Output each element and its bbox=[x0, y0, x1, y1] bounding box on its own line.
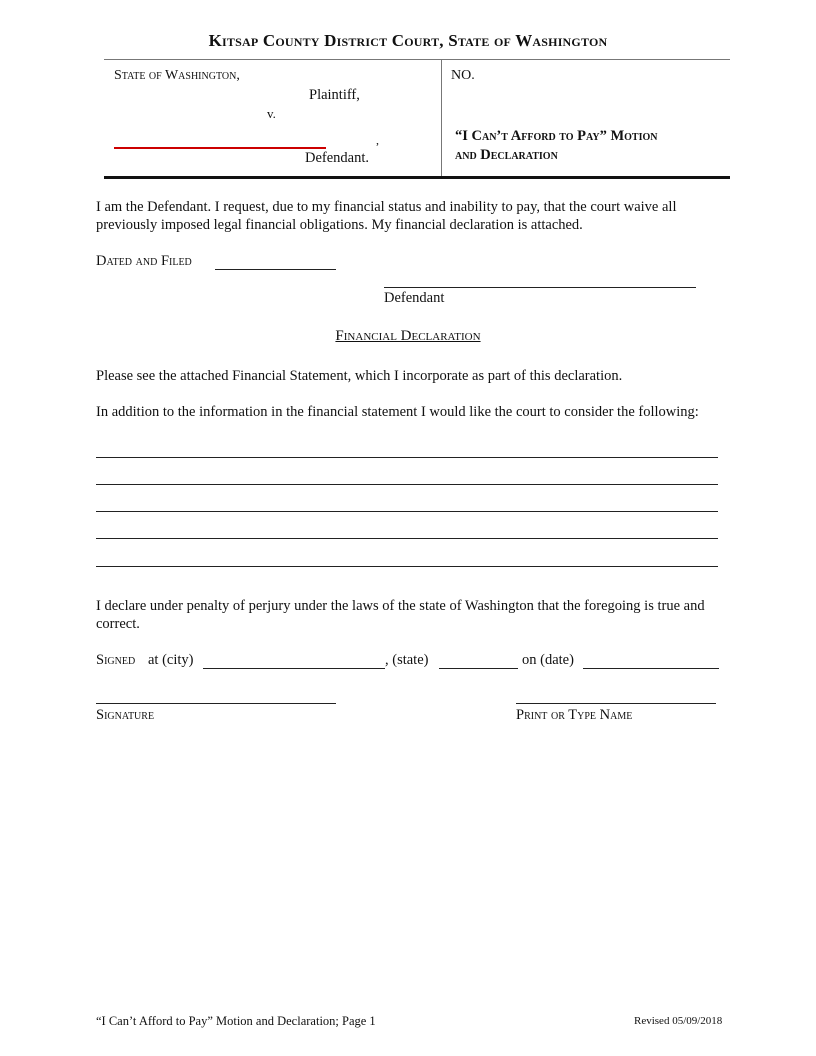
caption-divider bbox=[441, 59, 442, 177]
footer-revised: Revised 05/09/2018 bbox=[634, 1015, 723, 1027]
signed-label: Signed bbox=[96, 652, 136, 668]
court-title: Kitsap County District Court, State of Washington bbox=[208, 31, 608, 50]
state-label: , (state) bbox=[385, 652, 429, 668]
caption-bottom-rule bbox=[104, 176, 730, 179]
print-name-label: Print or Type Name bbox=[516, 707, 633, 723]
caption-top-rule bbox=[104, 59, 730, 60]
state-input[interactable] bbox=[439, 652, 518, 669]
dated-filed-label: Dated and Filed bbox=[96, 253, 192, 269]
additional-info-line-3[interactable] bbox=[96, 495, 718, 512]
additional-info-line-1[interactable] bbox=[96, 441, 718, 458]
additional-info-line-2[interactable] bbox=[96, 468, 718, 485]
date-label: on (date) bbox=[522, 652, 574, 668]
document-title-line2: and Declaration bbox=[455, 147, 558, 163]
additional-info-line-4[interactable] bbox=[96, 522, 718, 539]
caption-comma: , bbox=[376, 133, 379, 147]
motion-text: I am the Defendant. I request, due to my financial status and inability to pay, that the court waive all previously imposed legal financial obligations. My financial declaration is attached. bbox=[96, 199, 677, 233]
signature-input[interactable] bbox=[96, 687, 336, 704]
date-input[interactable] bbox=[583, 652, 719, 669]
financial-declaration-heading: Financial Declaration bbox=[335, 328, 481, 344]
case-number-input[interactable] bbox=[480, 70, 720, 86]
perjury-statement: I declare under penalty of perjury under the laws of the state of Washington that the foregoing is true and correct. bbox=[96, 598, 705, 632]
defendant-signature-label: Defendant bbox=[384, 290, 445, 306]
defendant-signature-input[interactable] bbox=[384, 271, 696, 288]
additional-info-line-5[interactable] bbox=[96, 550, 718, 567]
city-input[interactable] bbox=[203, 652, 385, 669]
plaintiff-label: Plaintiff, bbox=[309, 87, 360, 103]
declaration-para1: Please see the attached Financial Statement, which I incorporate as part of this declaration. bbox=[96, 368, 623, 384]
city-label: at (city) bbox=[148, 652, 194, 668]
case-number-label: NO. bbox=[451, 68, 475, 83]
dated-filed-input[interactable] bbox=[215, 253, 336, 270]
signature-label: Signature bbox=[96, 707, 155, 723]
state-party: State of Washington, bbox=[114, 68, 240, 83]
print-name-input[interactable] bbox=[516, 687, 716, 704]
footer-title: “I Can’t Afford to Pay” Motion and Declaration; Page 1 bbox=[96, 1014, 376, 1028]
defendant-name-input[interactable] bbox=[114, 131, 326, 149]
declaration-para2: In addition to the information in the financial statement I would like the court to consider the following: bbox=[96, 404, 699, 420]
defendant-label: Defendant. bbox=[305, 150, 370, 166]
document-title-line1: “I Can’t Afford to Pay” Motion bbox=[455, 128, 658, 144]
versus-label: v. bbox=[267, 106, 276, 121]
